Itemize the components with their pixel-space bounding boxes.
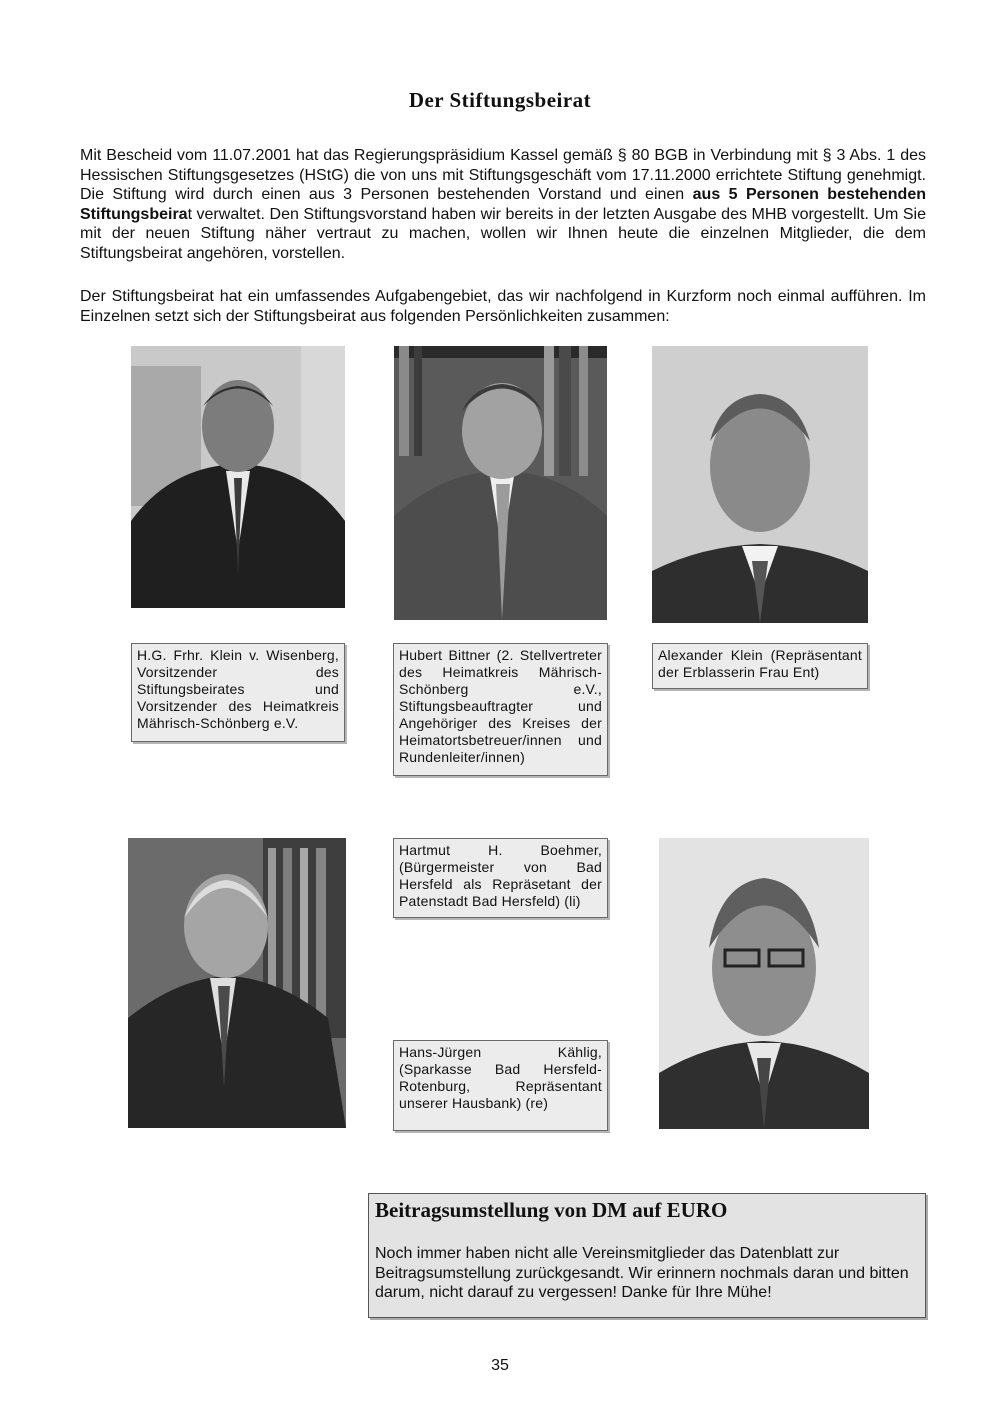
page-number: 35 xyxy=(491,1357,509,1374)
page-title: Der Stiftungsbeirat xyxy=(408,88,592,112)
intro-text-end: t verwaltet. Den Stiftungsvorstand haben wir bereits in der letzten Ausgabe des MHB vorgestellt. Um Sie mit der neuen Stiftung näher vertraut zu machen, wollen wir Ihnen heute die einzelnen Mitglieder, die dem Stiftungsbeirat angehören, vorstellen. xyxy=(80,205,926,262)
portrait-photo-1 xyxy=(131,346,345,608)
portrait-photo-5 xyxy=(659,838,869,1129)
notice-title: Beitragsumstellung von DM auf EURO xyxy=(375,1198,728,1222)
intro-text-start: Mit Bescheid vom 11.07.2001 hat das Regierungspräsidium Kassel gemäß § 80 BGB in Verbindung mit § 3 Abs. 1 des Hessischen Stiftungsgesetzes (HStG) die von uns mit Stiftungsgeschäft vom 17.11.2000 errichtete Stiftung genehmigt. Die Stiftung wird durch einen aus 3 Personen bestehenden Vorstand und einen xyxy=(80,147,926,203)
member-caption-2: Hubert Bittner (2. Stellvertreter des Heimatkreis Mährisch-Schönberg e.V., Stiftungsbeauftragter und Angehöriger des Kreises der Heimatortsbetreuer/innen und Rundenleiter/innen) xyxy=(393,643,608,776)
portrait-photo-3 xyxy=(652,346,868,623)
intro-paragraph xyxy=(80,146,926,263)
notice-box xyxy=(368,1193,926,1318)
member-caption-4: Hartmut H. Boehmer, (Bürgermeister von Bad Hersfeld als Repräsetant der Patenstadt Bad Hersfeld) (li) xyxy=(393,838,608,918)
portrait-photo-4 xyxy=(128,838,346,1128)
member-caption-5: Hans-Jürgen Kählig, (Sparkasse Bad Hersfeld-Rotenburg, Repräsentant unserer Hausbank) (re) xyxy=(393,1040,608,1131)
portrait-photo-2 xyxy=(394,346,607,620)
member-caption-3: Alexander Klein (Repräsentant der Erblasserin Frau Ent) xyxy=(652,643,868,689)
member-caption-1: H.G. Frhr. Klein v. Wisenberg, Vorsitzender des Stiftungsbeirates und Vorsitzender des Heimatkreis Mährisch-Schönberg e.V. xyxy=(131,643,345,742)
notice-text: Noch immer haben nicht alle Vereinsmitglieder das Datenblatt zur Beitragsumstellung zurückgesandt. Wir erinnern nochmals daran und bitten darum, nicht darauf zu vergessen! Danke für Ihre Mühe! xyxy=(375,1245,909,1301)
intro-text-bold: aus 5 Personen bestehenden Stiftungsbeira xyxy=(80,186,926,223)
members-intro-paragraph: Der Stiftungsbeirat hat ein umfassendes Aufgabengebiet, das wir nachfolgend in Kurzform noch einmal aufführen. Im Einzelnen setzt sich der Stiftungsbeirat aus folgenden Persönlichkeiten zusammen: xyxy=(80,288,926,325)
